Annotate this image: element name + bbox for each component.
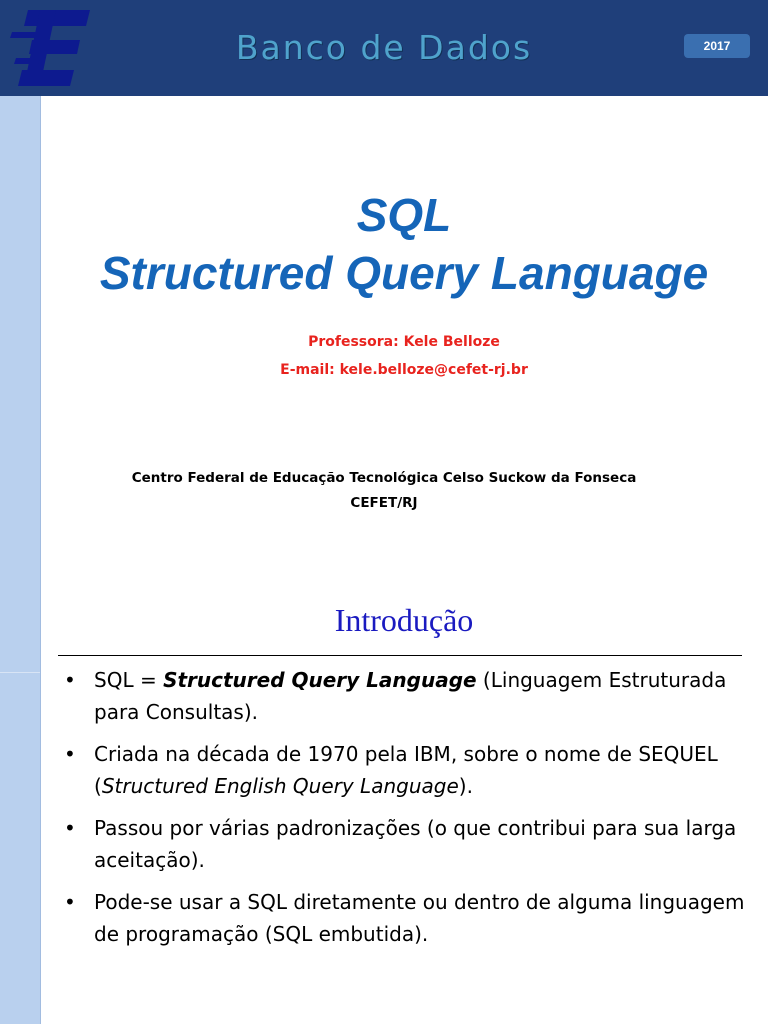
slide-title-line2: Structured Query Language xyxy=(99,247,709,299)
sidebar-divider xyxy=(0,672,40,673)
institution-abbr: CEFET/RJ xyxy=(350,495,418,511)
institution-name: Centro Federal de Educação Tecnológica Celso Suckow da Fonseca xyxy=(131,470,637,486)
bullet-emphasis: Structured English Query Language xyxy=(101,774,459,798)
left-sidebar-stripe xyxy=(0,96,41,1024)
bullet-emphasis: Structured Query Language xyxy=(163,668,477,692)
bullet-text: (Linguagem Estruturada para Consultas). xyxy=(94,668,727,724)
bullet-text: SQL = xyxy=(94,668,164,692)
bullet-text: ). xyxy=(458,774,473,798)
bullet-text: Passou por várias padronizações (o que contribui para sua larga aceitação). xyxy=(94,816,737,872)
section-title: Introdução xyxy=(334,602,474,638)
bullet-item xyxy=(62,812,752,876)
presentation-title: Banco de Dados xyxy=(235,28,533,67)
section-divider xyxy=(58,655,742,656)
bullet-list xyxy=(62,664,752,960)
bullet-text: Pode-se usar a SQL diretamente ou dentro de alguma linguagem de programação (SQL embutida). xyxy=(94,890,745,946)
professor-email: E-mail: kele.belloze@cefet-rj.br xyxy=(280,362,528,378)
header-bar xyxy=(0,0,768,96)
bullet-item xyxy=(62,664,752,728)
professor-name: Professora: Kele Belloze xyxy=(308,334,500,350)
year-badge: 2017 xyxy=(684,34,750,58)
bullet-item xyxy=(62,886,752,950)
bullet-item xyxy=(62,738,752,802)
slide-title-line1: SQL xyxy=(356,189,452,241)
bullet-text: Criada na década de 1970 pela IBM, sobre o nome de SEQUEL ( xyxy=(94,742,718,798)
